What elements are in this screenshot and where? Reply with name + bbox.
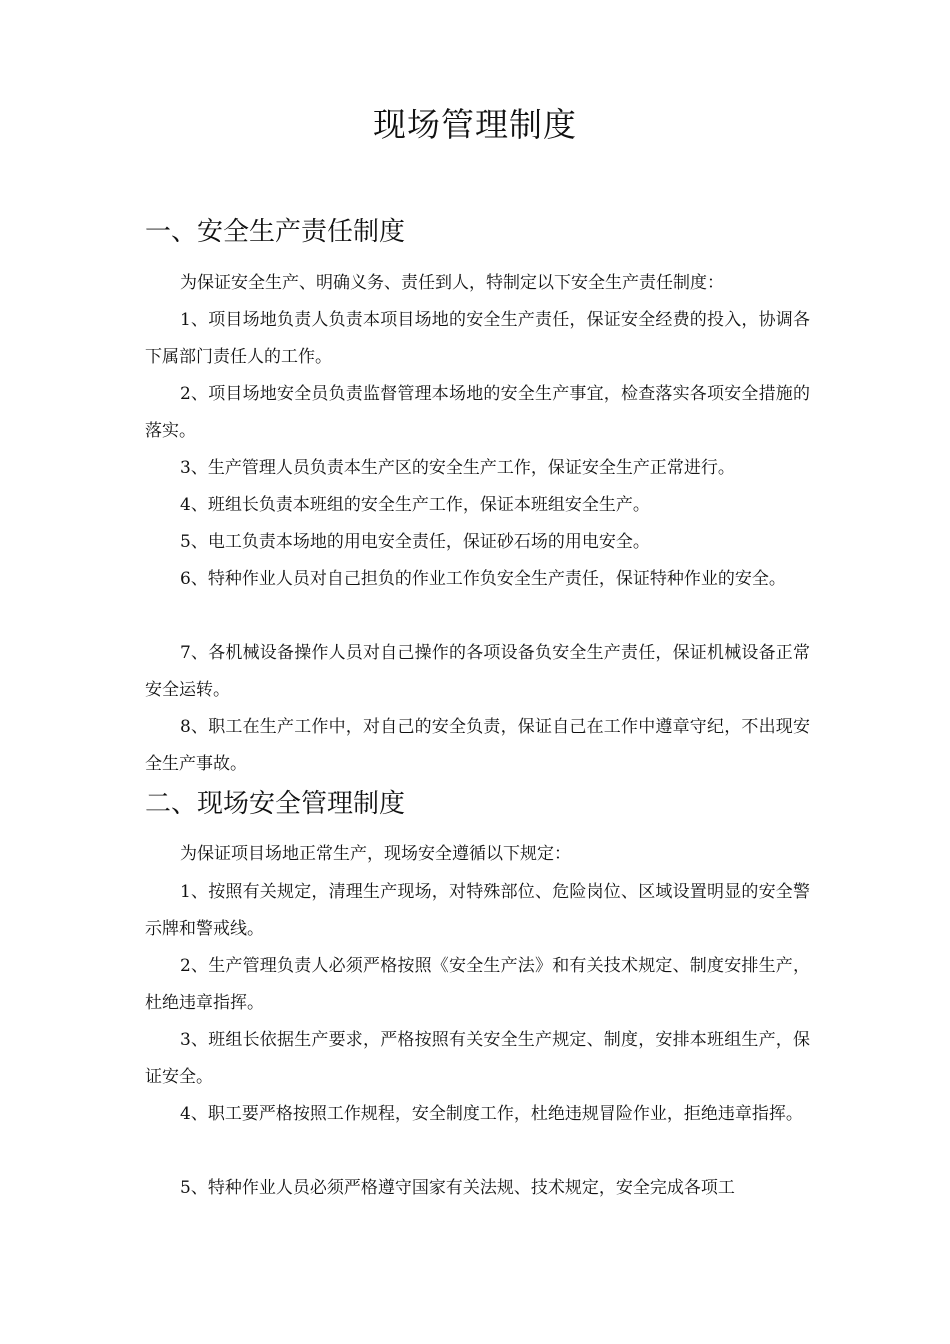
section2-item-2: 2、生产管理负责人必须严格按照《安全生产法》和有关技术规定、制度安排生产，杜绝违章指挥。 bbox=[145, 956, 810, 1013]
section2-item-5: 5、特种作业人员必须严格遵守国家有关法规、技术规定，安全完成各项工 bbox=[180, 1178, 735, 1198]
section1-item-4: 4、班组长负责本班组的安全生产工作，保证本班组安全生产。 bbox=[180, 495, 650, 515]
section1-item-5: 5、电工负责本场地的用电安全责任，保证砂石场的用电安全。 bbox=[180, 532, 650, 552]
document-title: 现场管理制度 bbox=[373, 105, 577, 144]
section2-item-1: 1、按照有关规定，清理生产现场，对特殊部位、危险岗位、区域设置明显的安全警示牌和警戒线。 bbox=[145, 882, 810, 939]
section1-item-7: 7、各机械设备操作人员对自己操作的各项设备负安全生产责任，保证机械设备正常安全运转。 bbox=[145, 643, 810, 700]
section1-intro: 为保证安全生产、明确义务、责任到人，特制定以下安全生产责任制度： bbox=[180, 273, 724, 293]
section1-item-1: 1、项目场地负责人负责本项目场地的安全生产责任，保证安全经费的投入，协调各下属部门责任人的工作。 bbox=[145, 310, 810, 367]
section2-item-4: 4、职工要严格按照工作规程，安全制度工作，杜绝违规冒险作业，拒绝违章指挥。 bbox=[180, 1104, 803, 1124]
section1-item-6: 6、特种作业人员对自己担负的作业工作负安全生产责任，保证特种作业的安全。 bbox=[180, 569, 786, 589]
section1-item-8: 8、职工在生产工作中，对自己的安全负责，保证自己在工作中遵章守纪，不出现安全生产事故。 bbox=[145, 717, 810, 774]
section1-item-3: 3、生产管理人员负责本生产区的安全生产工作，保证安全生产正常进行。 bbox=[180, 458, 735, 478]
section1-item-2: 2、项目场地安全员负责监督管理本场地的安全生产事宜，检查落实各项安全措施的落实。 bbox=[145, 384, 810, 441]
section2-intro: 为保证项目场地正常生产，现场安全遵循以下规定： bbox=[180, 844, 571, 864]
section-heading-safety-responsibility: 一、安全生产责任制度 bbox=[145, 217, 406, 247]
section-heading-site-safety-management: 二、现场安全管理制度 bbox=[145, 789, 406, 819]
section2-item-3: 3、班组长依据生产要求，严格按照有关安全生产规定、制度，安排本班组生产，保证安全。 bbox=[145, 1030, 810, 1087]
